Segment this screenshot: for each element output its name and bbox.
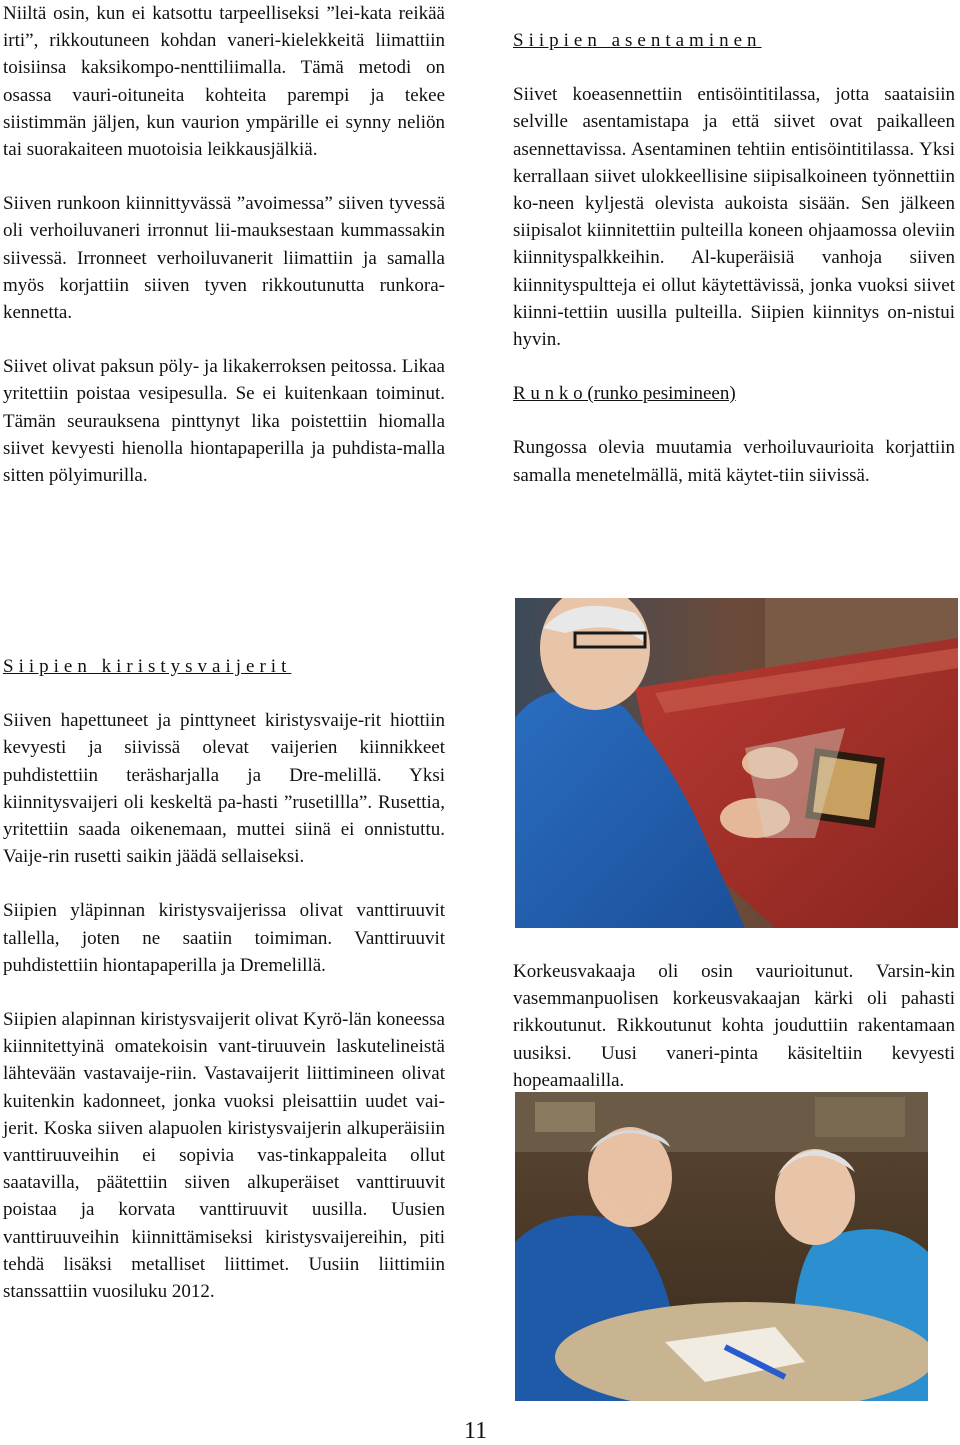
left-column-bottom — [3, 653, 445, 1305]
photo-workbench-image — [515, 1092, 928, 1401]
right-column-middle — [513, 958, 955, 1094]
paragraph-repair-method: Niiltä osin, kun ei katsottu tarpeelliseksi ”lei-kata reikää irti”, rikkoutuneen kohdan vaneri-kielekkeitä liimattiin toisiinsa kaksikompo-nenttiliimalla. Tämä metodi on osassa vauri-oituneita kohteita parempi ja tekee siistimmän jäljen, kun vaurion ympärille ei synny neliön tai suorakaiteen muotoisia leikkausjälkiä. — [3, 3, 445, 161]
paragraph-lower-wires: Siipien alapinnan kiristysvaijerit olivat Kyrö-län koneessa kiinnitettyinä omatekoisin vant-tiruuvein laskutelineistä lähtevään vastavaije-riin. Vastavaijerit liittimineen olivat kuitenkin kadonneet, jonka vuoksi pleisattiin uudet vai-jerit. Koska siiven alapuolen kiristysvaijerin alkuperäisiin vanttiruuveihin ei sopivia vas-tinkappaleita ollut saatavilla, päätettiin siiven alkuperäiset vanttiruuvit poistaa ja korvata vanttiruuvit uusilla. Uusien vanttiruuveihin kiinnittämiseksi kiristysvaijereihin, piti tehdä lisäksi metalliset liittimet. Uusiin liittimiin stanssattiin vuosiluku 2012. — [3, 1009, 445, 1303]
heading-wing-installation: Siipien asentaminen — [513, 30, 762, 51]
left-column-top — [3, 0, 445, 489]
paragraph-wing-installation: Siivet koeasennettiin entisöintitilassa, jotta saataisiin selville asentamistapa ja että siivet ovat paikalleen asennettavissa. Asentaminen tehtiin entisöintitilassa. Yksi kerrallaan siivet ulokkeellisine siipisalkoineen työnnettiin ko-neen kyljestä olevista aukoista sisään. Sen jälkeen siipisalot kiinnitettiin pulteilla koneen ohjaamossa oleviin kiinnityspalkkeihin. Al-kuperäisiä vanhoja siiven kiinnityspultteja ei ollut käytettävissä, jonka vuoksi siivet kiinni-tettiin uusilla pulteilla. Siipien kiinnitys on-nistui hyvin. — [513, 84, 955, 351]
heading-tension-wires: Siipien kiristysvaijerit — [3, 656, 292, 677]
paragraph-wing-root: Siiven runkoon kiinnittyvässä ”avoimessa” siiven tyvessä oli verhoiluvaneri irronnut lii-mauksestaan kummassakin siivessä. Irronneet verhoiluvanerit liimattiin ja samalla myös korjattiin siiven tyven rikkoutunutta runkora-kennetta. — [3, 193, 445, 324]
paragraph-dust-cleaning: Siivet olivat paksun pöly- ja likakerroksen peitossa. Likaa yritettiin poistaa vesipesulla. Se ei kuitenkaan toiminut. Tämän seurauksena pinttynyt lika poistettiin hiomalla siivet kevyesti hienolla hiontapaperilla ja puhdista-malla sitten pölyimurilla. — [3, 356, 445, 487]
paragraph-stabilizer: Korkeusvakaaja oli osin vaurioitunut. Varsin-kin vasemmanpuolisen korkeusvakaajan kärki oli pahasti rikkoutunut. Rikkoutunut kohta jouduttiin rakentamaan uusiksi. Uusi vaneri-pinta käsiteltiin kevyesti hopeamaalilla. — [513, 961, 955, 1091]
page-number: 11 — [464, 1418, 488, 1444]
right-column-top — [513, 27, 955, 489]
paragraph-upper-wires: Siipien yläpinnan kiristysvaijerissa olivat vanttiruuvit tallella, joten ne saatiin toimiman. Vanttiruuvit puhdistettiin hiontapaperilla ja Dremelillä. — [3, 900, 445, 976]
photo-wing-repair-image — [515, 598, 958, 928]
heading-fuselage: R u n k o (runko pesimineen) — [513, 383, 736, 405]
photo-workbench — [515, 1092, 928, 1401]
photo-wing-repair — [515, 598, 958, 928]
paragraph-tension-wires: Siiven hapettuneet ja pinttyneet kiristysvaije-rit hiottiin kevyesti ja siivissä olevat vaijerien kiinnikkeet puhdistettiin teräsharjalla ja Dre-melillä. Yksi kiinnitysvaijeri oli keskeltä pa-hasti ”rusetillla”. Rusettia, yritettiin saada oikenemaan, muttei siinä ei onnistuttu. Vaije-rin rusetti saikin jäädä sellaiseksi. — [3, 710, 445, 868]
paragraph-fuselage: Rungossa olevia muutamia verhoiluvaurioita korjattiin samalla menetelmällä, mitä käytet-tiin siivissä. — [513, 437, 955, 486]
